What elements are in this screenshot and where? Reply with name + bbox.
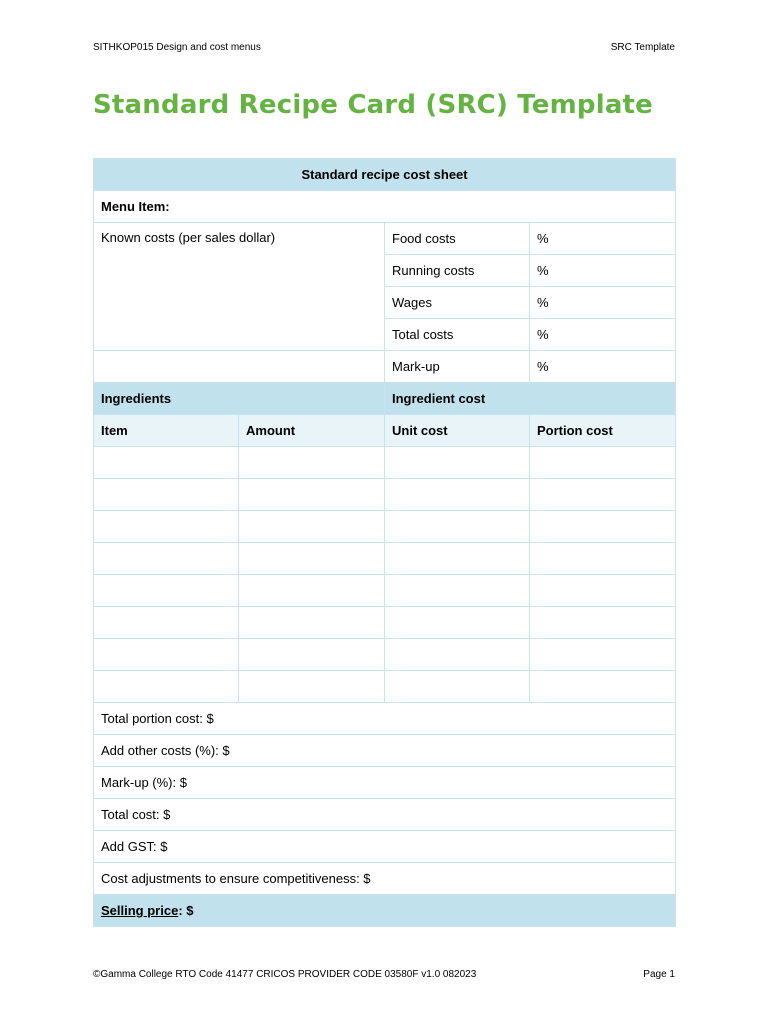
portion-cost-cell[interactable] (530, 575, 676, 607)
section-header-row (94, 383, 676, 415)
cost-row (94, 351, 676, 383)
amount-cell[interactable] (239, 639, 385, 671)
column-header-item: Item (94, 415, 239, 447)
selling-price-suffix: : $ (178, 903, 194, 918)
cost-percent-field[interactable]: % (530, 255, 676, 287)
selling-price-label: Selling price (101, 903, 179, 918)
cost-percent-field[interactable]: % (530, 287, 676, 319)
item-cell[interactable] (94, 479, 239, 511)
ingredients-heading: Ingredients (94, 383, 385, 415)
empty-cell[interactable] (94, 351, 385, 383)
menu-item-field[interactable]: Menu Item: (94, 191, 676, 223)
total-cost-field[interactable]: Total cost: $ (94, 799, 676, 831)
cost-percent-field[interactable]: % (530, 351, 676, 383)
portion-cost-cell[interactable] (530, 479, 676, 511)
summary-row (94, 863, 676, 895)
ingredient-row (94, 639, 676, 671)
summary-row (94, 799, 676, 831)
amount-cell[interactable] (239, 575, 385, 607)
summary-row (94, 767, 676, 799)
total-portion-cost-field[interactable]: Total portion cost: $ (94, 703, 676, 735)
portion-cost-cell[interactable] (530, 447, 676, 479)
amount-cell[interactable] (239, 447, 385, 479)
selling-price-field[interactable] (94, 895, 676, 927)
cost-adjustments-field[interactable]: Cost adjustments to ensure competitiveness: $ (94, 863, 676, 895)
unit-cost-cell[interactable] (385, 511, 530, 543)
portion-cost-cell[interactable] (530, 511, 676, 543)
unit-cost-cell[interactable] (385, 479, 530, 511)
summary-row (94, 831, 676, 863)
unit-cost-cell[interactable] (385, 607, 530, 639)
ingredient-row (94, 479, 676, 511)
column-header-unit-cost: Unit cost (385, 415, 530, 447)
known-costs-label: Known costs (per sales dollar) (94, 223, 385, 351)
menu-item-row (94, 191, 676, 223)
cost-label: Mark-up (385, 351, 530, 383)
recipe-cost-table (93, 158, 676, 927)
unit-cost-cell[interactable] (385, 639, 530, 671)
summary-row (94, 735, 676, 767)
item-cell[interactable] (94, 671, 239, 703)
item-cell[interactable] (94, 447, 239, 479)
amount-cell[interactable] (239, 607, 385, 639)
cost-row (94, 223, 676, 255)
item-cell[interactable] (94, 639, 239, 671)
footer-page-number: Page 1 (643, 969, 675, 980)
unit-cost-cell[interactable] (385, 543, 530, 575)
cost-label: Total costs (385, 319, 530, 351)
page-title: Standard Recipe Card (SRC) Template (93, 90, 654, 120)
ingredient-row (94, 575, 676, 607)
header-doc-name: SRC Template (610, 42, 675, 53)
amount-cell[interactable] (239, 479, 385, 511)
cost-label: Wages (385, 287, 530, 319)
portion-cost-cell[interactable] (530, 607, 676, 639)
ingredient-row (94, 511, 676, 543)
markup-field[interactable]: Mark-up (%): $ (94, 767, 676, 799)
ingredient-row (94, 543, 676, 575)
column-header-row (94, 415, 676, 447)
unit-cost-cell[interactable] (385, 447, 530, 479)
ingredient-row (94, 447, 676, 479)
ingredient-row (94, 671, 676, 703)
header-unit-code: SITHKOP015 Design and cost menus (93, 42, 261, 53)
item-cell[interactable] (94, 543, 239, 575)
portion-cost-cell[interactable] (530, 543, 676, 575)
amount-cell[interactable] (239, 511, 385, 543)
amount-cell[interactable] (239, 671, 385, 703)
unit-cost-cell[interactable] (385, 671, 530, 703)
item-cell[interactable] (94, 511, 239, 543)
item-cell[interactable] (94, 607, 239, 639)
cost-percent-field[interactable]: % (530, 223, 676, 255)
gst-field[interactable]: Add GST: $ (94, 831, 676, 863)
ingredient-row (94, 607, 676, 639)
ingredient-cost-heading: Ingredient cost (385, 383, 676, 415)
table-heading: Standard recipe cost sheet (94, 159, 676, 191)
cost-label: Running costs (385, 255, 530, 287)
footer-copyright: ©Gamma College RTO Code 41477 CRICOS PROVIDER CODE 03580F v1.0 082023 (93, 969, 477, 980)
column-header-portion-cost: Portion cost (530, 415, 676, 447)
table-heading-row (94, 159, 676, 191)
cost-percent-field[interactable]: % (530, 319, 676, 351)
summary-row (94, 703, 676, 735)
selling-price-row (94, 895, 676, 927)
amount-cell[interactable] (239, 543, 385, 575)
portion-cost-cell[interactable] (530, 671, 676, 703)
cost-label: Food costs (385, 223, 530, 255)
portion-cost-cell[interactable] (530, 639, 676, 671)
item-cell[interactable] (94, 575, 239, 607)
unit-cost-cell[interactable] (385, 575, 530, 607)
other-costs-field[interactable]: Add other costs (%): $ (94, 735, 676, 767)
column-header-amount: Amount (239, 415, 385, 447)
